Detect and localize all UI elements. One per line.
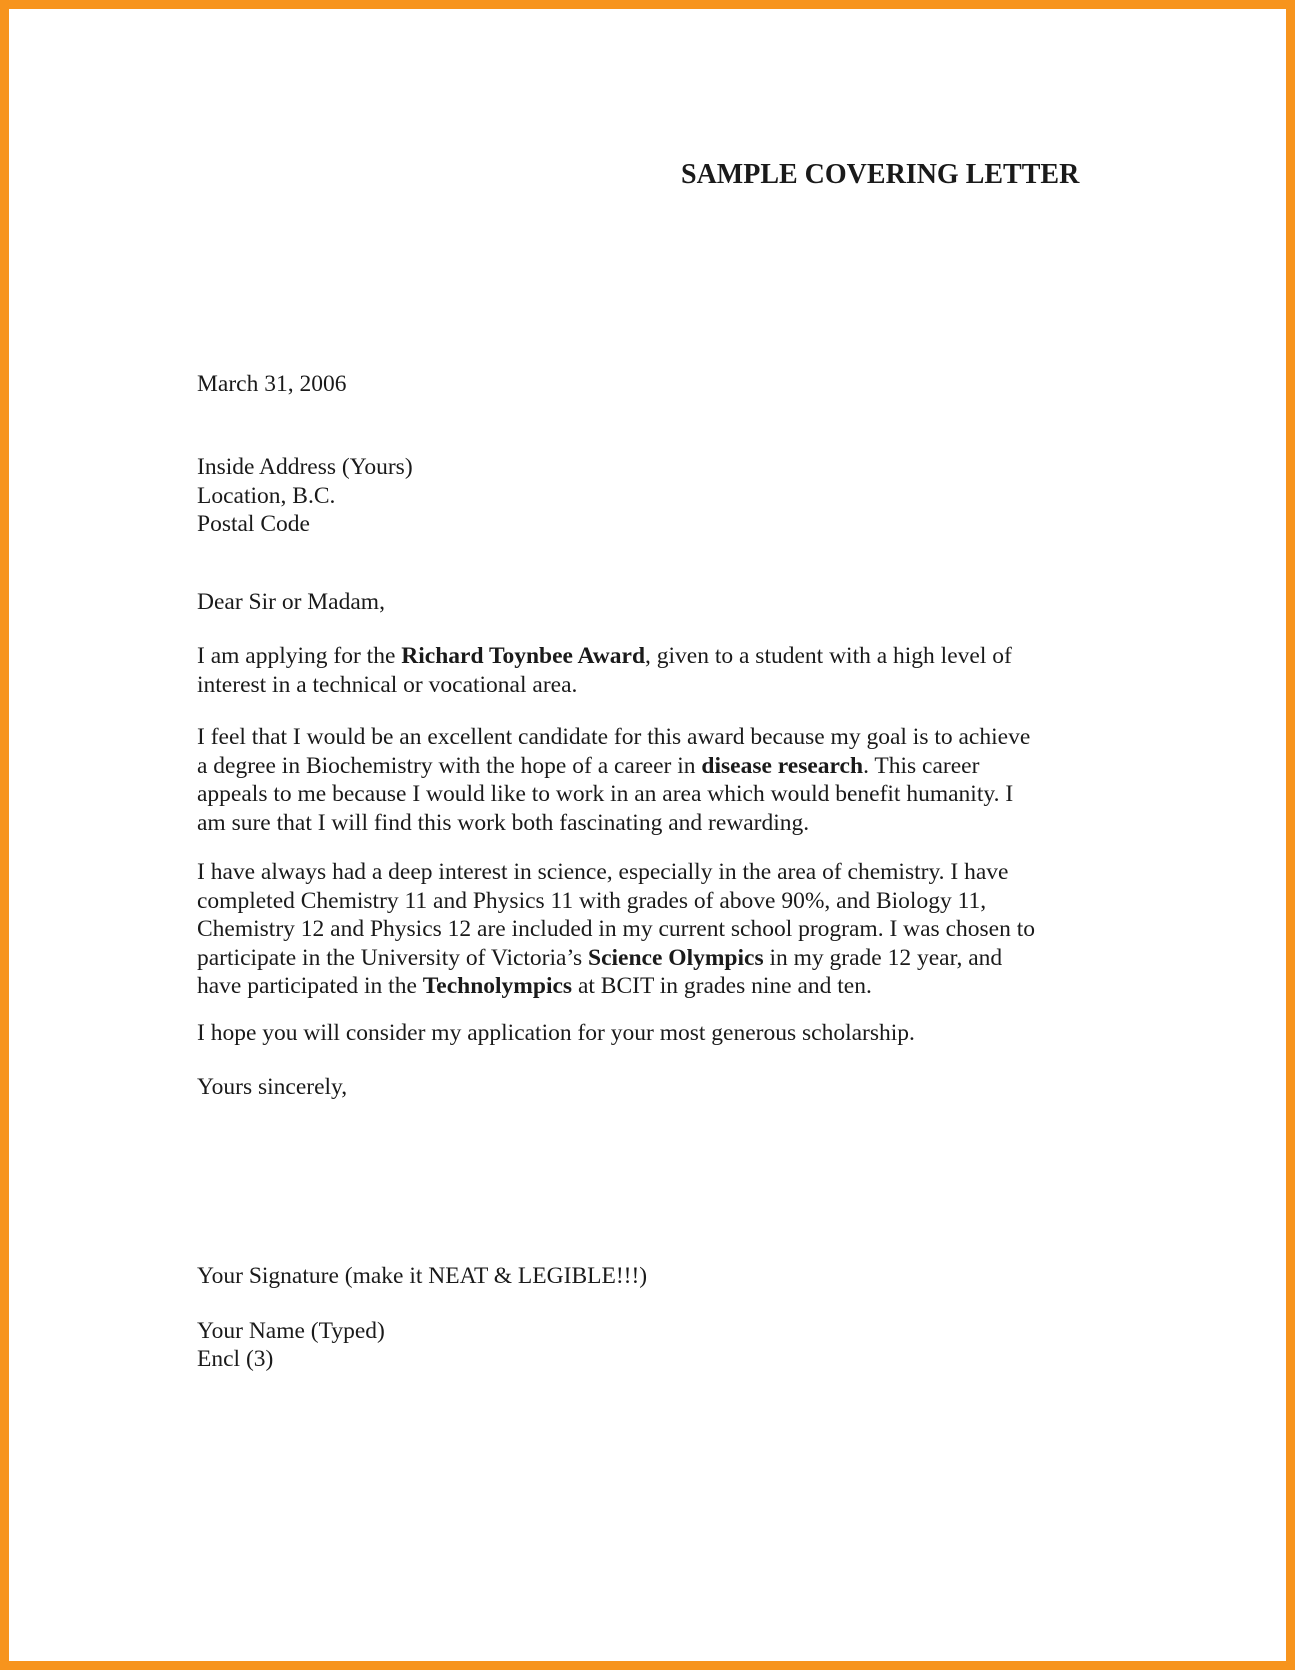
address-line: Inside Address (Yours) xyxy=(197,454,413,480)
paragraph-line: have participated in the Technolympics at BCIT in grades nine and ten. xyxy=(197,973,872,999)
paragraph-line: appeals to me because I would like to work in an area which would benefit humanity. I xyxy=(197,781,1014,807)
closing: Yours sincerely, xyxy=(197,1074,348,1100)
paragraph-line: completed Chemistry 11 and Physics 11 with grades of above 90%, and Biology 11, xyxy=(197,887,987,914)
paragraph-line: Chemistry 12 and Physics 12 are included in my current school program. I was chosen to xyxy=(197,916,1035,942)
highlight-disease-research: disease research xyxy=(701,752,864,779)
address-line: Postal Code xyxy=(197,511,310,537)
paragraph-2 xyxy=(197,723,1117,837)
paragraph-line: a degree in Biochemistry with the hope of a career in disease research. This career xyxy=(197,752,980,779)
signature-line: Your Signature (make it NEAT & LEGIBLE!!!) xyxy=(197,1263,648,1289)
sender-name: Your Name (Typed) xyxy=(197,1318,385,1344)
paragraph-line: I have always had a deep interest in science, especially in the area of chemistry. I have xyxy=(197,859,1009,885)
highlight-science-olympics: Science Olympics xyxy=(588,944,764,971)
letter-date: March 31, 2006 xyxy=(197,371,347,397)
document-title: SAMPLE COVERING LETTER xyxy=(681,159,1080,190)
inside-address xyxy=(197,453,413,539)
award-name: Richard Toynbee Award xyxy=(401,643,646,669)
paragraph-line: I feel that I would be an excellent candidate for this award because my goal is to achieve xyxy=(197,724,1031,750)
enclosure-note: Encl (3) xyxy=(197,1346,274,1372)
paragraph-line: participate in the University of Victoria’s Science Olympics in my grade 12 year, and xyxy=(197,944,1003,971)
highlight-technolympics: Technolympics xyxy=(422,973,573,999)
paragraph-4: I hope you will consider my application for your most generous scholarship. xyxy=(197,1020,915,1046)
paragraph-line: interest in a technical or vocational area. xyxy=(197,671,578,698)
salutation: Dear Sir or Madam, xyxy=(197,589,385,615)
address-line: Location, B.C. xyxy=(197,482,336,509)
paragraph-3 xyxy=(197,858,1117,1001)
paragraph-1 xyxy=(197,642,1117,699)
paragraph-line: I am applying for the Richard Toynbee Award, given to a student with a high level of xyxy=(197,643,1012,669)
paragraph-line: am sure that I will find this work both fascinating and rewarding. xyxy=(197,809,810,836)
